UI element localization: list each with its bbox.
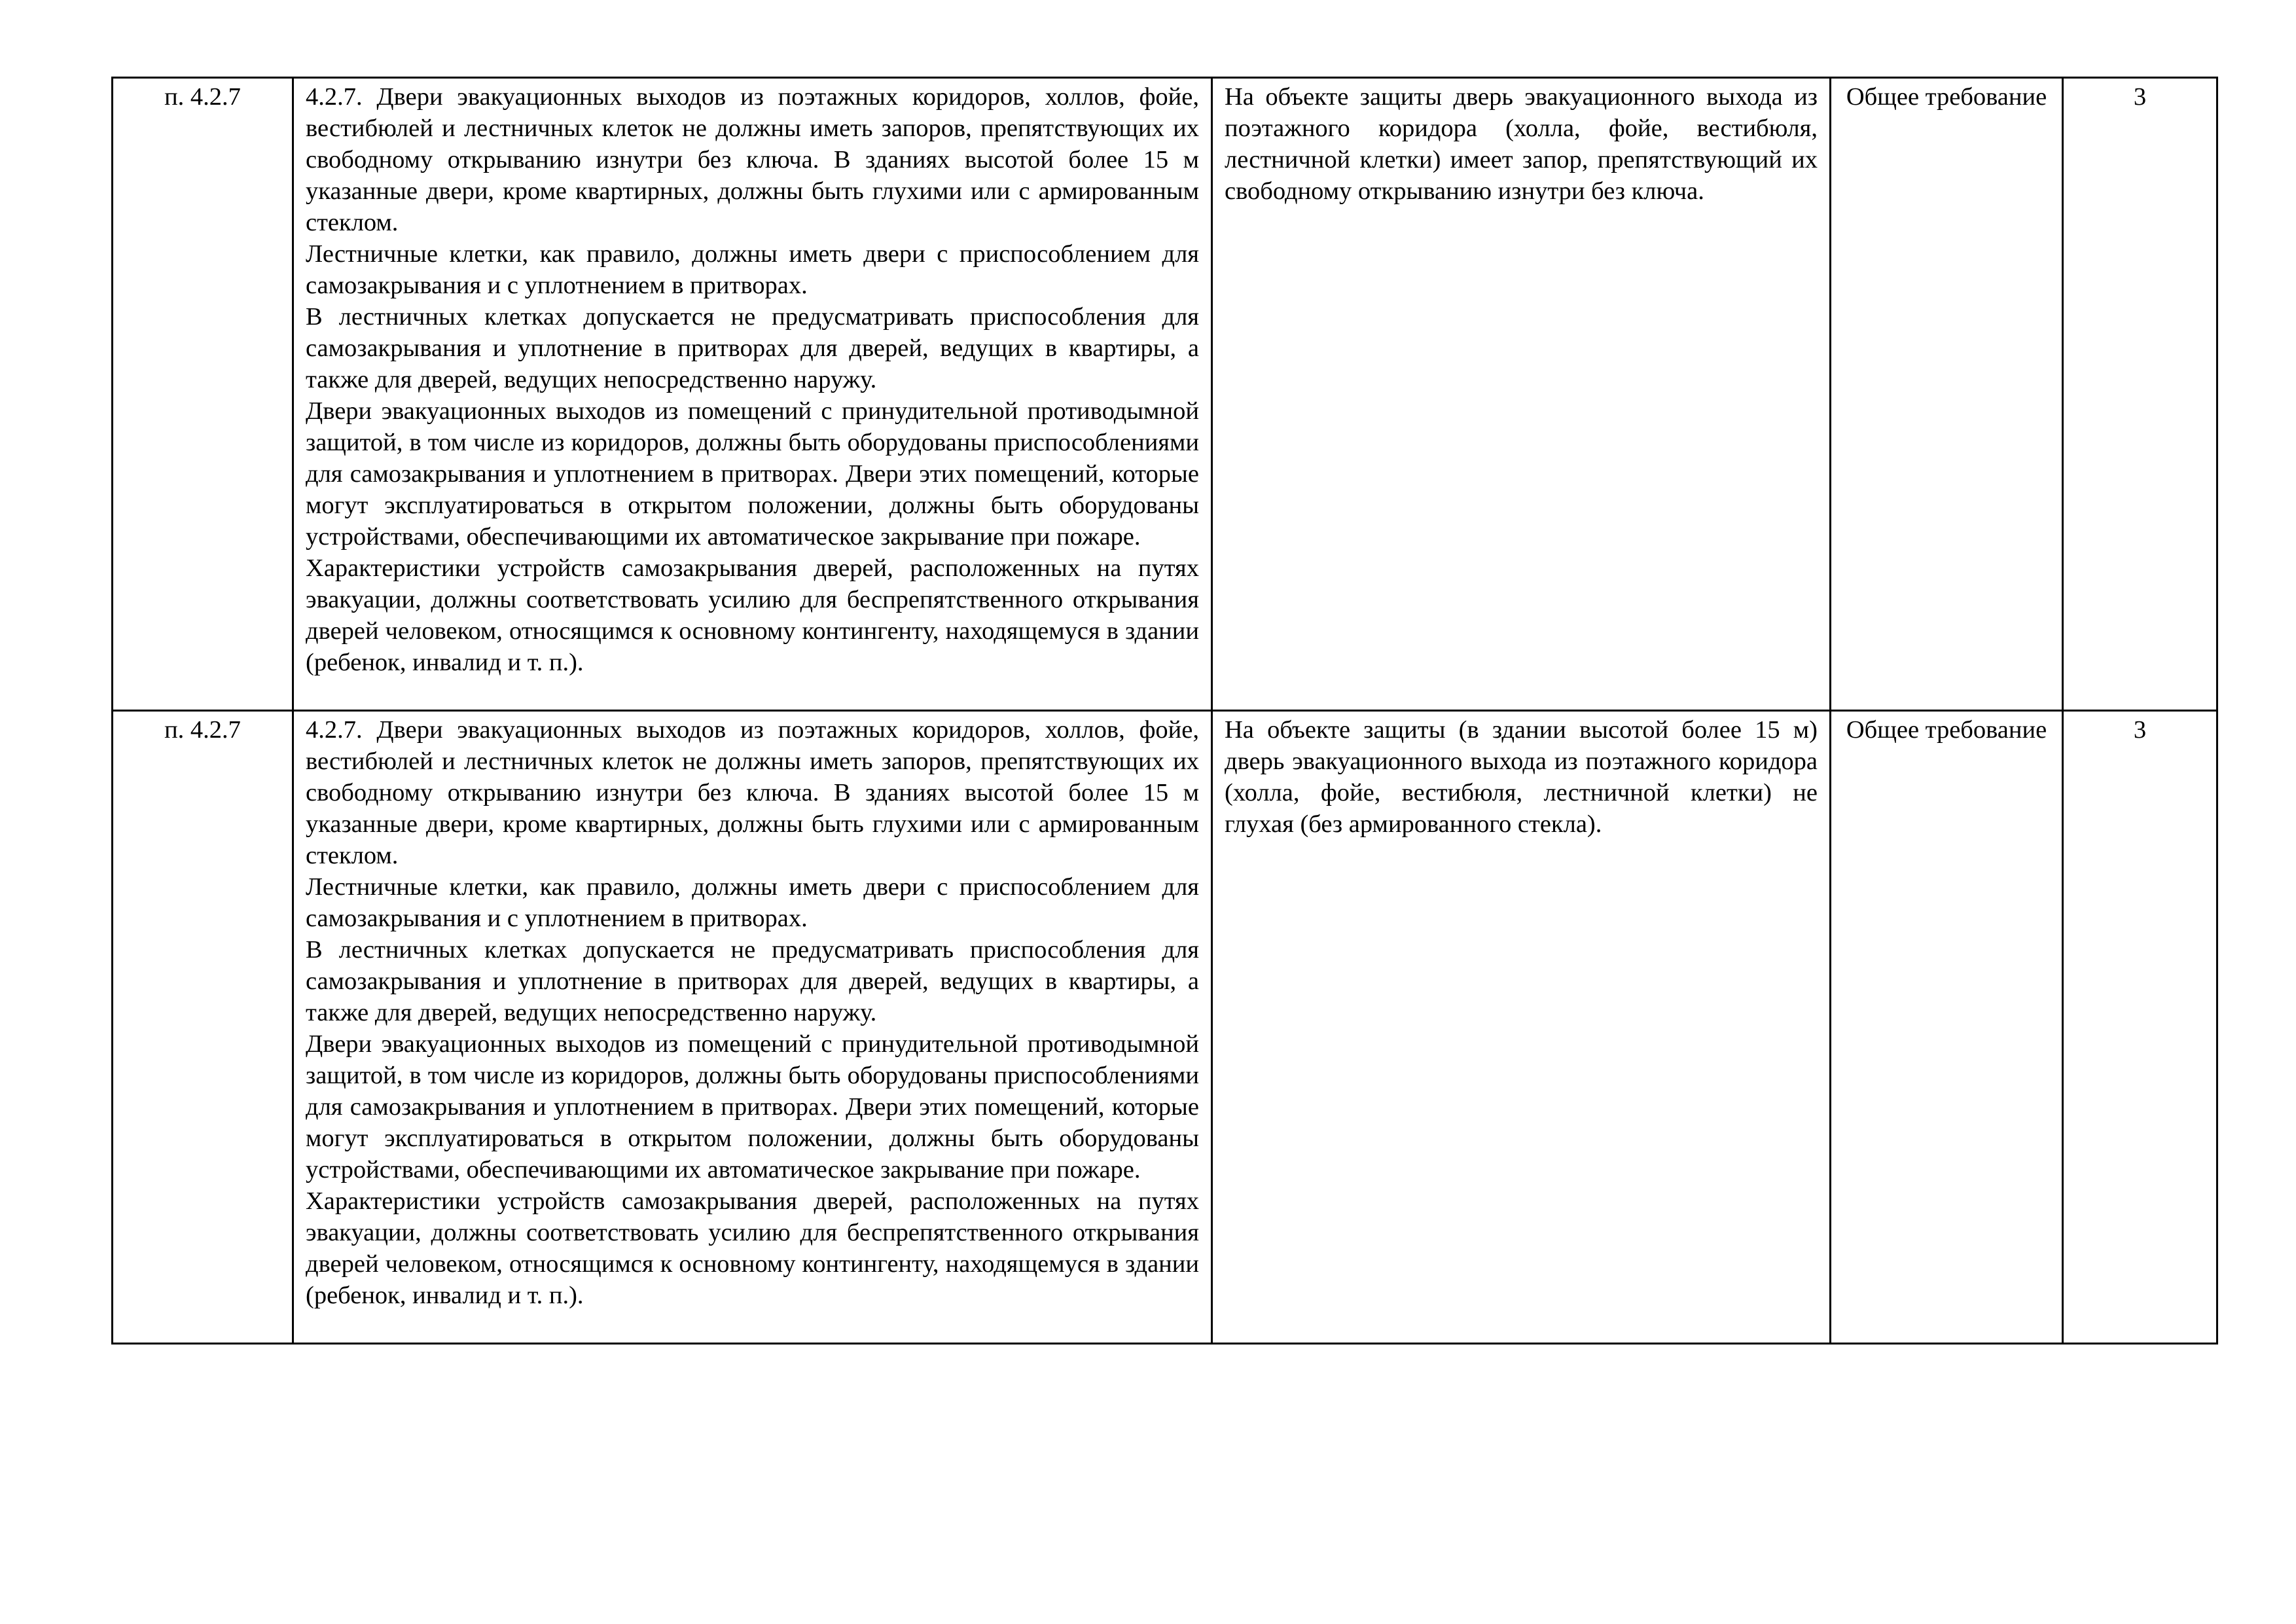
- requirement-type-cell: Общее требование: [1831, 711, 2063, 1344]
- requirement-paragraph: Характеристики устройств самозакрывания дверей, расположенных на путях эвакуации, должны соответствовать усилию для беспрепятственного открывания дверей человеком, относящимся к основному контингенту, находящемуся в здании (ребенок, инвалид и т. п.).: [306, 1187, 1199, 1309]
- score-cell: 3: [2063, 711, 2217, 1344]
- requirement-text-cell: [293, 78, 1212, 711]
- table-row: [113, 711, 2217, 1344]
- requirement-paragraph: Двери эвакуационных выходов из помещений с принудительной противодымной защитой, в том числе из коридоров, должны быть оборудованы приспособлениями для самозакрывания и уплотнением в притворах. Двери этих помещений, которые могут эксплуатироваться в открытом положении, должны быть оборудованы устройствами, обеспечивающими их автоматическое закрывание при пожаре.: [306, 1030, 1199, 1183]
- clause-reference-cell: п. 4.2.7: [113, 711, 293, 1344]
- violation-description-cell: На объекте защиты (в здании высотой более 15 м) дверь эвакуационного выхода из поэтажного коридора (холла, фойе, вестибюля, лестничной клетки) не глухая (без армированного стекла).: [1212, 711, 1831, 1344]
- requirement-text-cell: [293, 711, 1212, 1344]
- score-cell: 3: [2063, 78, 2217, 711]
- table-row: [113, 78, 2217, 711]
- requirement-paragraph: Лестничные клетки, как правило, должны иметь двери с приспособлением для самозакрывания и с уплотнением в притворах.: [306, 873, 1199, 932]
- requirement-paragraph: 4.2.7. Двери эвакуационных выходов из поэтажных коридоров, холлов, фойе, вестибюлей и лестничных клеток не должны иметь запоров, препятствующих их свободному открыванию изнутри без ключа. В зданиях высотой более 15 м указанные двери, кроме квартирных, должны быть глухими или с армированным стеклом.: [306, 83, 1199, 236]
- requirement-paragraph: Лестничные клетки, как правило, должны иметь двери с приспособлением для самозакрывания и с уплотнением в притворах.: [306, 240, 1199, 299]
- clause-reference-cell: п. 4.2.7: [113, 78, 293, 711]
- requirement-paragraph: Двери эвакуационных выходов из помещений с принудительной противодымной защитой, в том числе из коридоров, должны быть оборудованы приспособлениями для самозакрывания и уплотнением в притворах. Двери этих помещений, которые могут эксплуатироваться в открытом положении, должны быть оборудованы устройствами, обеспечивающими их автоматическое закрывание при пожаре.: [306, 397, 1199, 550]
- requirement-paragraph: 4.2.7. Двери эвакуационных выходов из поэтажных коридоров, холлов, фойе, вестибюлей и лестничных клеток не должны иметь запоров, препятствующих их свободному открыванию изнутри без ключа. В зданиях высотой более 15 м указанные двери, кроме квартирных, должны быть глухими или с армированным стеклом.: [306, 716, 1199, 869]
- violation-description-cell: На объекте защиты дверь эвакуационного выхода из поэтажного коридора (холла, фойе, вестибюля, лестничной клетки) имеет запор, препятствующий их свободному открыванию изнутри без ключа.: [1212, 78, 1831, 711]
- requirement-type-cell: Общее требование: [1831, 78, 2063, 711]
- requirements-table: [111, 77, 2218, 1344]
- requirement-paragraph: Характеристики устройств самозакрывания дверей, расположенных на путях эвакуации, должны соответствовать усилию для беспрепятственного открывания дверей человеком, относящимся к основному контингенту, находящемуся в здании (ребенок, инвалид и т. п.).: [306, 554, 1199, 676]
- requirement-paragraph: В лестничных клетках допускается не предусматривать приспособления для самозакрывания и уплотнение в притворах для дверей, ведущих в квартиры, а также для дверей, ведущих непосредственно наружу.: [306, 303, 1199, 393]
- requirement-paragraph: В лестничных клетках допускается не предусматривать приспособления для самозакрывания и уплотнение в притворах для дверей, ведущих в квартиры, а также для дверей, ведущих непосредственно наружу.: [306, 936, 1199, 1026]
